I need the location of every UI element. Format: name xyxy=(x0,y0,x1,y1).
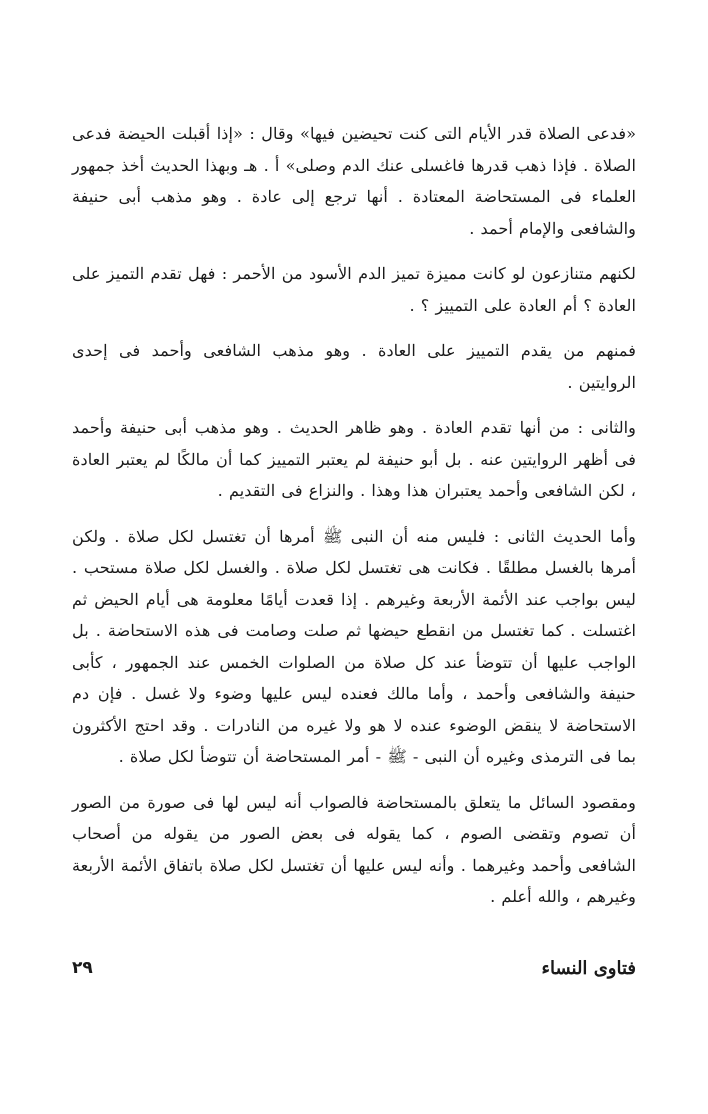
paragraph: ومقصود السائل ما يتعلق بالمستحاضة فالصواب أنه ليس لها فى صورة من الصور أن تصوم وتقضى الصوم ، كما يقوله فى بعض الصور من يقوله من أصحاب الشافعى وأحمد وغيرهما . وأنه ليس عليها أن تغتسل لكل صلاة باتفاق الأئمة الأربعة وغيرهم ، والله أعلم . xyxy=(72,792,636,906)
paragraph: فمنهم من يقدم التمييز على العادة . وهو مذهب الشافعى وأحمد فى إحدى الروايتين . xyxy=(72,341,636,392)
body-text xyxy=(72,118,636,927)
page-number: ٢٩ xyxy=(72,958,93,978)
book-title: فتاوى النساء xyxy=(541,958,636,979)
paragraph: لكنهم متنازعون لو كانت مميزة تميز الدم الأسود من الأحمر : فهل تقدم التميز على العادة ؟ أم العادة على التمييز ؟ . xyxy=(72,264,636,315)
paragraph: والثانى : من أنها تقدم العادة . وهو ظاهر الحديث . وهو مذهب أبى حنيفة وأحمد فى أظهر الروايتين عنه . بل أبو حنيفة لم يعتبر التمييز كما أن مالكًا لم يعتبر العادة ، لكن الشافعى وأحمد يعتبران هذا وهذا . والنزاع فى التقديم . xyxy=(72,418,636,500)
paragraph: وأما الحديث الثانى : فليس منه أن النبى ﷺ أمرها أن تغتسل لكل صلاة . ولكن أمرها بالغسل مطلقًا . فكانت هى تغتسل لكل صلاة . والغسل لكل صلاة مستحب . ليس بواجب عند الأئمة الأربعة وغيرهم . إذا قعدت أيامًا معلومة هى أيام الحيض ثم اغتسلت . كما تغتسل من انقطع حيضها ثم صلت وصامت فى هذه الاستحاضة . بل الواجب عليها أن تتوضأ عند كل صلاة من الصلوات الخمس عند الجمهور ، كأبى حنيفة والشافعى وأحمد ، وأما مالك فعنده ليس عليها وضوء ولا غسل . فإن دم الاستحاضة لا ينقض الوضوء عنده لا هو ولا غيره من النادرات . وقد احتج الأكثرون بما فى الترمذى وغيره أن النبى - ﷺ - أمر المستحاضة أن تتوضأ لكل صلاة . xyxy=(72,526,636,766)
page-footer xyxy=(72,958,636,988)
paragraph: «فدعى الصلاة قدر الأيام التى كنت تحيضين فيها» وقال : «إذا أقبلت الحيضة فدعى الصلاة . فإذا ذهب قدرها فاغسلى عنك الدم وصلى» أ . هـ وبهذا الحديث أخذ جمهور العلماء فى المستحاضة المعتادة . أنها ترجع إلى عادة . وهو مذهب أبى حنيفة والشافعى والإمام أحمد . xyxy=(72,124,636,238)
